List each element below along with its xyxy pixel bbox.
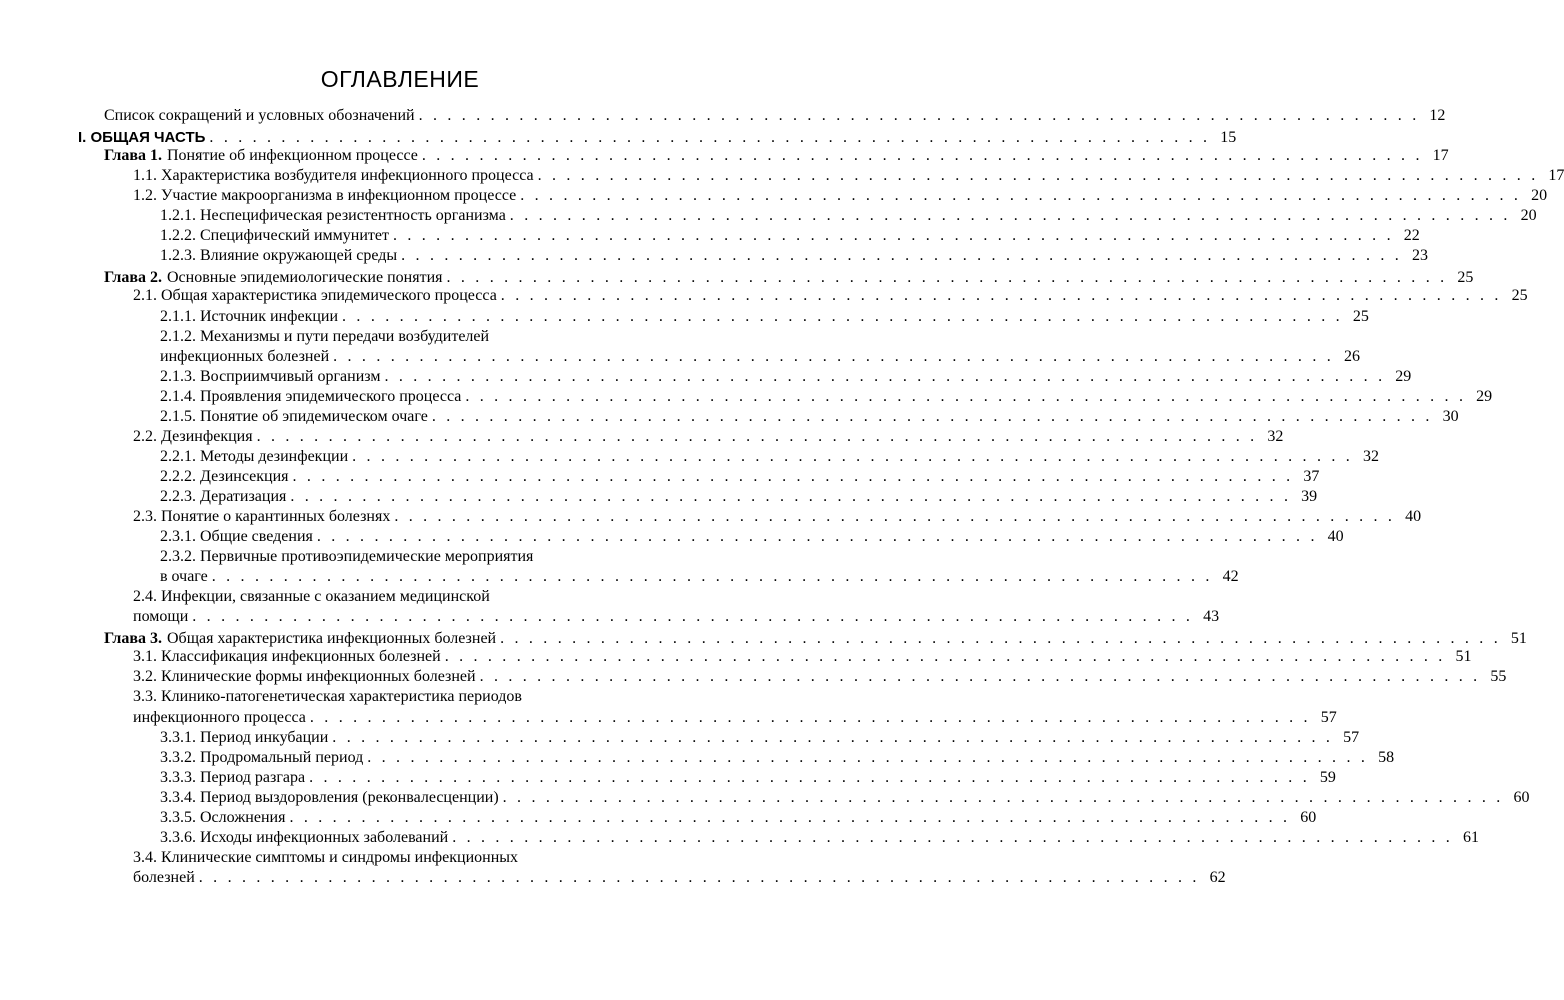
toc-entry-text: 2.3. Понятие о карантинных болезнях (133, 508, 391, 525)
toc-entry[interactable] (0, 629, 1527, 649)
toc-entry-line (160, 387, 1493, 407)
toc-entry-continuation[interactable] (0, 868, 1226, 888)
toc-entry-text: 3.3.5. Осложнения (160, 808, 286, 826)
toc-entry-text: 2.1.1. Источник инфекции (160, 307, 339, 325)
page-number: 20 (1531, 187, 1548, 205)
toc-entry-line (104, 268, 1474, 288)
toc-entry-line (104, 629, 1527, 649)
toc-entry-line (160, 307, 1369, 327)
page-number: 29 (1395, 367, 1412, 385)
toc-entry-text: 1.1. Характеристика возбудителя инфекционного процесса (133, 167, 534, 185)
toc-entry-line (78, 128, 1237, 148)
page-number: 17 (1548, 167, 1564, 185)
dot-leader: . . . . . . . . . . . . . . . . . . . . . . . . . . . . . . . . . . . . . . . . . . . . . . . . . . . . . . . . . . . . . . . . . . . . . . (401, 247, 1402, 265)
dot-leader: . . . . . . . . . . . . . . . . . . . . . . . . . . . . . . . . . . . . . . . . . . . . . . . . . . . . . . . . . . . . . . . . . . . . . . (392, 227, 1394, 245)
part-heading: I. ОБЩАЯ ЧАСТЬ (78, 129, 206, 147)
toc-entry[interactable] (0, 166, 1564, 186)
toc-entry[interactable] (0, 327, 800, 347)
page-number: 39 (1301, 487, 1318, 505)
page-number: 32 (1267, 427, 1284, 445)
toc-entry-text: 2.2.1. Методы дезинфекции (160, 447, 349, 465)
toc-entry[interactable] (0, 367, 1412, 387)
toc-entry-text: 3.2. Клинические формы инфекционных болезней (133, 668, 476, 686)
toc-entry-text: Общая характеристика инфекционных болезней (167, 630, 497, 648)
toc-entry-text: инфекционных болезней (160, 347, 330, 365)
dot-leader: . . . . . . . . . . . . . . . . . . . . . . . . . . . . . . . . . . . . . . . . . . . . . . . . . . . . . . . . . . . . . . . . . . . . . . (418, 107, 1420, 124)
toc-entry-text: 3.3. Клинико-патогенетическая характеристика периодов (133, 688, 522, 706)
toc-entry-line (133, 286, 1528, 306)
toc-entry-text: 2.3.2. Первичные противоэпидемические мероприятия (160, 548, 534, 566)
toc-entry[interactable] (0, 808, 1317, 828)
toc-entry-line (104, 106, 1446, 126)
toc-entry-line (160, 828, 1480, 848)
dot-leader: . . . . . . . . . . . . . . . . . . . . . . . . . . . . . . . . . . . . . . . . . . . . . . . . . . . . . . . . . . . . . . . . . . . . . . (316, 528, 1318, 546)
toc-entry[interactable] (0, 647, 1472, 667)
page-number: 30 (1442, 407, 1459, 425)
toc-entry-text: 1.2.2. Специфический иммунитет (160, 227, 389, 245)
toc-entry-text: 2.1.5. Понятие об эпидемическом очаге (160, 407, 428, 425)
toc-entry-line (160, 527, 1344, 547)
page-number: 23 (1411, 247, 1428, 265)
page-number: 20 (1520, 207, 1537, 225)
toc-entry-text: 2.1.4. Проявления эпидемического процесса (160, 387, 462, 405)
toc-entry-line (133, 186, 1548, 206)
toc-entry-line (133, 708, 1337, 728)
toc-entry-line (160, 367, 1412, 387)
dot-leader: . . . . . . . . . . . . . . . . . . . . . . . . . . . . . . . . . . . . . . . . . . . . . . . . . . . . . . . . . . . . . . . . . . . . . . (332, 728, 1334, 746)
page-number: 60 (1513, 788, 1530, 806)
page-number: 29 (1476, 387, 1493, 405)
dot-leader: . . . . . . . . . . . . . . . . . . . . . . . . . . . . . . . . . . . . . . . . . . . . . . . . . . . . . . . . . . . . . . . . . . . . . . (289, 808, 1291, 826)
toc-entry-text: 2.2.2. Дезинсекция (160, 467, 289, 485)
toc-entry[interactable] (0, 748, 1395, 768)
toc-entry-line (160, 567, 1239, 587)
toc-entry-continuation[interactable] (0, 347, 1360, 367)
toc-entry-text: Понятие об инфекционном процессе (167, 147, 418, 165)
toc-entry[interactable] (0, 828, 1480, 848)
toc-entry-line (104, 146, 1449, 166)
toc-entry[interactable] (0, 307, 1369, 327)
toc-entry-line (133, 427, 1284, 447)
toc-entry-continuation[interactable] (0, 708, 1337, 728)
page-number: 55 (1490, 668, 1507, 686)
toc-entry[interactable] (0, 587, 800, 607)
page-number: 32 (1362, 447, 1379, 465)
toc-entry-text: помощи (133, 608, 189, 626)
toc-entry[interactable] (0, 547, 800, 567)
toc-entry-text: 2.2. Дезинфекция (133, 427, 253, 445)
toc-entry-text: инфекционного процесса (133, 708, 306, 726)
page-number: 26 (1343, 347, 1360, 365)
toc-entry-line (160, 407, 1459, 427)
page-number: 22 (1403, 227, 1420, 245)
dot-leader: . . . . . . . . . . . . . . . . . . . . . . . . . . . . . . . . . . . . . . . . . . . . . . . . . . . . . . . . . . . . . . . . . . . . . . (290, 487, 1292, 505)
toc-entry[interactable] (0, 186, 1548, 206)
dot-leader: . . . . . . . . . . . . . . . . . . . . . . . . . . . . . . . . . . . . . . . . . . . . . . . . . . . . . . . . . . . . . . . . . . . . . . (384, 367, 1386, 385)
dot-leader: . . . . . . . . . . . . . . . . . . . . . . . . . . . . . . . . . . . . . . . . . . . . . . . . . . . . . . . . . . . . . . . . . . . . . . (209, 129, 1211, 147)
toc-entry-line (160, 447, 1379, 467)
dot-leader: . . . . . . . . . . . . . . . . . . . . . . . . . . . . . . . . . . . . . . . . . . . . . . . . . . . . . . . . . . . . . . . . . . . . . . (444, 648, 1446, 666)
toc-entry[interactable] (0, 768, 1336, 788)
page-number: 17 (1432, 147, 1449, 165)
toc-entry-line (133, 667, 1507, 687)
toc-entry-line (160, 246, 1428, 266)
toc-entry[interactable] (0, 206, 1537, 226)
toc-entry[interactable] (0, 507, 1422, 527)
chapter-label: Глава 3. (104, 630, 162, 648)
page-number: 25 (1352, 307, 1369, 325)
page-number: 51 (1455, 648, 1472, 666)
dot-leader: . . . . . . . . . . . . . . . . . . . . . . . . . . . . . . . . . . . . . . . . . . . . . . . . . . . . . . . . . . . . . . . . . . . . . . (520, 187, 1522, 205)
toc-entry-text: 3.3.6. Исходы инфекционных заболеваний (160, 828, 449, 846)
page-number: 62 (1209, 868, 1226, 886)
toc-entry[interactable] (0, 146, 1449, 166)
toc-entry[interactable] (0, 407, 1459, 427)
toc-entry[interactable] (0, 788, 1530, 808)
toc-entry-text: в очаге (160, 568, 208, 586)
toc-entry-line (160, 788, 1530, 808)
page-number: 42 (1222, 568, 1239, 586)
toc-entry-text: 3.3.1. Период инкубации (160, 728, 329, 746)
dot-leader: . . . . . . . . . . . . . . . . . . . . . . . . . . . . . . . . . . . . . . . . . . . . . . . . . . . . . . . . . . . . . . . . . . . . . . (367, 748, 1369, 766)
toc-entry-line (160, 728, 1360, 748)
page-number: 57 (1320, 708, 1337, 726)
toc-entry-text: 2.1.3. Восприимчивый организм (160, 367, 381, 385)
toc-entry[interactable] (0, 427, 1284, 447)
toc-entry-text: 3.3.3. Период разгара (160, 768, 306, 786)
dot-leader: . . . . . . . . . . . . . . . . . . . . . . . . . . . . . . . . . . . . . . . . . . . . . . . . . . . . . . . . . . . . . . . . . . . . . . (292, 467, 1294, 485)
toc-entry[interactable] (0, 268, 1474, 288)
toc-entry[interactable] (0, 728, 1360, 748)
toc-entry-text: 1.2. Участие макроорганизма в инфекционном процессе (133, 187, 517, 205)
page-number: 61 (1463, 828, 1480, 846)
dot-leader: . . . . . . . . . . . . . . . . . . . . . . . . . . . . . . . . . . . . . . . . . . . . . . . . . . . . . . . . . . . . . . . . . . . . . . (192, 608, 1194, 626)
toc-entry-text: 2.3.1. Общие сведения (160, 528, 313, 546)
page-number: 25 (1511, 287, 1528, 305)
toc-entry-line (160, 467, 1320, 487)
toc-entry-line (133, 607, 1220, 627)
page-title: ОГЛАВЛЕНИЕ (320, 66, 480, 92)
toc-entry[interactable] (0, 687, 800, 707)
toc-entry-text: болезней (133, 868, 195, 886)
dot-leader: . . . . . . . . . . . . . . . . . . . . . . . . . . . . . . . . . . . . . . . . . . . . . . . . . . . . . . . . . . . . . . . . . . . . . . (352, 447, 1353, 465)
toc-entry-text: 2.1.2. Механизмы и пути передачи возбудителей (160, 327, 490, 345)
page-number: 25 (1457, 269, 1474, 287)
toc-entry-text: Основные эпидемиологические понятия (167, 269, 443, 287)
dot-leader: . . . . . . . . . . . . . . . . . . . . . . . . . . . . . . . . . . . . . . . . . . . . . . . . . . . . . . . . . . . . . . . . . . . . . . (309, 768, 1310, 786)
dot-leader: . . . . . . . . . . . . . . . . . . . . . . . . . . . . . . . . . . . . . . . . . . . . . . . . . . . . . . . . . . . . . . . . . . . . . . (309, 708, 1311, 726)
toc-entry-text: 2.1. Общая характеристика эпидемического процесса (133, 287, 497, 305)
dot-leader: . . . . . . . . . . . . . . . . . . . . . . . . . . . . . . . . . . . . . . . . . . . . . . . . . . . . . . . . . . . . . . . . . . . . . . (394, 508, 1396, 525)
dot-leader: . . . . . . . . . . . . . . . . . . . . . . . . . . . . . . . . . . . . . . . . . . . . . . . . . . . . . . . . . . . . . . . . . . . . . . (342, 307, 1343, 325)
dot-leader: . . . . . . . . . . . . . . . . . . . . . . . . . . . . . . . . . . . . . . . . . . . . . . . . . . . . . . . . . . . . . . . . . . . . . . (431, 407, 1433, 425)
toc-entry-line (133, 507, 1422, 527)
dot-leader: . . . . . . . . . . . . . . . . . . . . . . . . . . . . . . . . . . . . . . . . . . . . . . . . . . . . . . . . . . . . . . . . . . . . . . (500, 287, 1502, 305)
toc-entry[interactable] (0, 447, 1379, 467)
toc-entry[interactable] (0, 527, 1344, 547)
toc-entry[interactable] (0, 128, 1237, 148)
dot-leader: . . . . . . . . . . . . . . . . . . . . . . . . . . . . . . . . . . . . . . . . . . . . . . . . . . . . . . . . . . . . . . . . . . . . . . (211, 568, 1213, 586)
toc-entry[interactable] (0, 387, 1493, 407)
toc-entry-text: 3.3.2. Продромальный период (160, 748, 364, 766)
dot-leader: . . . . . . . . . . . . . . . . . . . . . . . . . . . . . . . . . . . . . . . . . . . . . . . . . . . . . . . . . . . . . . . . . . . . . . (479, 668, 1481, 686)
page-number: 51 (1510, 630, 1527, 648)
toc-entry-continuation[interactable] (0, 607, 1220, 627)
toc-entry[interactable] (0, 246, 1428, 266)
dot-leader: . . . . . . . . . . . . . . . . . . . . . . . . . . . . . . . . . . . . . . . . . . . . . . . . . . . . . . . . . . . . . . . . . . . . . . (446, 269, 1448, 287)
toc-entry-line (160, 748, 1395, 768)
toc-entry[interactable] (0, 226, 1420, 246)
toc-entry[interactable] (0, 487, 1318, 507)
page-number: 59 (1319, 768, 1336, 786)
toc-entry[interactable] (0, 848, 800, 868)
toc-entry-line (133, 868, 1226, 888)
toc-entry-text: 3.4. Клинические симптомы и синдромы инфекционных (133, 848, 518, 866)
dot-leader: . . . . . . . . . . . . . . . . . . . . . . . . . . . . . . . . . . . . . . . . . . . . . . . . . . . . . . . . . . . . . . . . . . . . . . (452, 828, 1454, 846)
page-number: 12 (1429, 107, 1446, 124)
dot-leader: . . . . . . . . . . . . . . . . . . . . . . . . . . . . . . . . . . . . . . . . . . . . . . . . . . . . . . . . . . . . . . . . . . . . . . (465, 387, 1467, 405)
toc-entry-line (160, 347, 1360, 367)
page-number: 40 (1327, 528, 1344, 546)
toc-entry[interactable] (0, 667, 1507, 687)
toc-entry-line (160, 808, 1317, 828)
toc-entry-line (133, 166, 1564, 186)
page-number: 40 (1405, 508, 1422, 525)
toc-entry-text: 3.3.4. Период выздоровления (реконвалесценции) (160, 788, 499, 806)
toc-entry-line (160, 206, 1537, 226)
toc-entry-text: 3.1. Классификация инфекционных болезней (133, 648, 441, 666)
toc-entry-line (160, 768, 1336, 788)
toc-entry-text: 2.4. Инфекции, связанные с оказанием медицинской (133, 588, 490, 606)
toc-entry[interactable] (0, 106, 1446, 126)
page-number: 43 (1203, 608, 1220, 626)
toc-entry-text: 1.2.1. Неспецифическая резистентность организма (160, 207, 506, 225)
page-number: 15 (1220, 129, 1237, 147)
dot-leader: . . . . . . . . . . . . . . . . . . . . . . . . . . . . . . . . . . . . . . . . . . . . . . . . . . . . . . . . . . . . . . . . . . . . . . (502, 788, 1504, 806)
toc-entry[interactable] (0, 286, 1528, 306)
dot-leader: . . . . . . . . . . . . . . . . . . . . . . . . . . . . . . . . . . . . . . . . . . . . . . . . . . . . . . . . . . . . . . . . . . . . . . (256, 427, 1258, 445)
toc-entry-line (133, 647, 1472, 667)
page-number: 57 (1343, 728, 1360, 746)
toc-entry-line (160, 226, 1420, 246)
dot-leader: . . . . . . . . . . . . . . . . . . . . . . . . . . . . . . . . . . . . . . . . . . . . . . . . . . . . . . . . . . . . . . . . . . . . . . (198, 868, 1200, 886)
toc-entry-continuation[interactable] (0, 567, 1239, 587)
page-number: 37 (1303, 467, 1320, 485)
toc-entry-text: 2.2.3. Дератизация (160, 487, 287, 505)
dot-leader: . . . . . . . . . . . . . . . . . . . . . . . . . . . . . . . . . . . . . . . . . . . . . . . . . . . . . . . . . . . . . . . . . . . . . . (333, 347, 1334, 365)
chapter-label: Глава 2. (104, 269, 162, 287)
page-number: 58 (1378, 748, 1395, 766)
dot-leader: . . . . . . . . . . . . . . . . . . . . . . . . . . . . . . . . . . . . . . . . . . . . . . . . . . . . . . . . . . . . . . . . . . . . . . (500, 630, 1501, 648)
toc-entry[interactable] (0, 467, 1320, 487)
toc-entry-text: Список сокращений и условных обозначений (104, 107, 415, 124)
dot-leader: . . . . . . . . . . . . . . . . . . . . . . . . . . . . . . . . . . . . . . . . . . . . . . . . . . . . . . . . . . . . . . . . . . . . . . (509, 207, 1511, 225)
page-number: 60 (1300, 808, 1317, 826)
toc-entry-text: 1.2.3. Влияние окружающей среды (160, 247, 398, 265)
toc-entry-line (160, 487, 1318, 507)
dot-leader: . . . . . . . . . . . . . . . . . . . . . . . . . . . . . . . . . . . . . . . . . . . . . . . . . . . . . . . . . . . . . . . . . . . . . . (421, 147, 1423, 165)
chapter-label: Глава 1. (104, 147, 162, 165)
dot-leader: . . . . . . . . . . . . . . . . . . . . . . . . . . . . . . . . . . . . . . . . . . . . . . . . . . . . . . . . . . . . . . . . . . . . . . (537, 167, 1539, 185)
